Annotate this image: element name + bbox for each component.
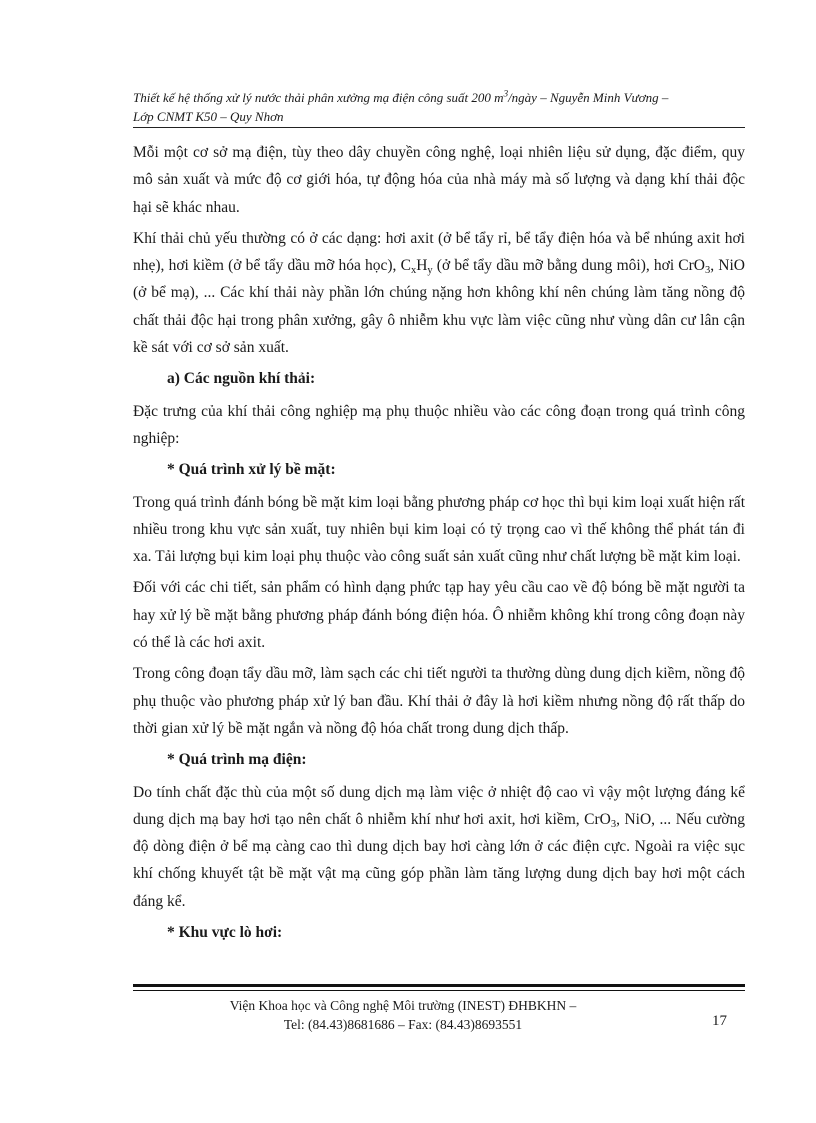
running-header [133, 88, 753, 126]
header-title-line1: Thiết kế hệ thống xử lý nước thải phân xưởng mạ điện công suất 200 $m^3$/ngày – Nguyễn Minh Vương – [133, 88, 669, 105]
running-footer [133, 996, 673, 1034]
subsection-heading: * Quá trình mạ điện: [167, 751, 307, 769]
footer-divider-thick [133, 984, 745, 987]
superscript-3: 3 [503, 88, 509, 99]
paragraph: Trong công đoạn tẩy dầu mỡ, làm sạch các chi tiết người ta thường dùng dung dịch kiềm, nồng độ phụ thuộc vào phương pháp xử lý ban đầu. Khí thải ở đây là hơi kiềm nhưng nồng độ rất thấp do thời gian xử lý bề mặt ngắn và nồng độ hóa chất trong dung dịch thấp. [133, 665, 745, 737]
footer-institute: Viện Khoa học và Công nghệ Môi trường (INEST) ĐHBKHN – [229, 998, 577, 1013]
footer-divider-thin [133, 990, 745, 991]
subsection-heading: * Khu vực lò hơi: [167, 924, 283, 942]
paragraph: Đối với các chi tiết, sản phẩm có hình dạng phức tạp hay yêu cầu cao về độ bóng bề mặt người ta hay xử lý bề mặt bằng phương pháp đánh bóng điện hóa. Ô nhiễm không khí trong công đoạn này có thể là các hơi axit. [133, 579, 745, 652]
paragraph: Khí thải chủ yếu thường có ở các dạng: hơi axit (ở bể tẩy rỉ, bể tẩy điện hóa và bể nhúng axit hơi nhẹ), hơi kiềm (ở bể tẩy dầu mỡ hóa học), $C_xH_y$ (ở bể tẩy dầu mỡ bằng dung môi), hơi CrO$_3$, NiO (ở bể mạ), ... Các khí thải này phần lớn chúng nặng hơn không khí nên chúng làm tăng nồng độ chất thải độc hại trong phân xưởng, gây ô nhiễm khu vực làm việc cũng như vùng dân cư lân cận kề sát với cơ sở sản xuất. [133, 229, 745, 357]
page-body [133, 139, 745, 951]
page-number: 17 [712, 1013, 727, 1029]
header-divider [133, 127, 745, 128]
header-title-line2: Lớp CNMT K50 – Quy Nhơn [133, 109, 284, 124]
paragraph: Mỗi một cơ sở mạ điện, tùy theo dây chuyền công nghệ, loại nhiên liệu sử dụng, đặc điểm, quy mô sản xuất và mức độ cơ giới hóa, tự động hóa của nhà máy mà số lượng và dạng khí thải độc hại sẽ khác nhau. [133, 144, 745, 216]
paragraph: Trong quá trình đánh bóng bề mặt kim loại bằng phương pháp cơ học thì bụi kim loại xuất hiện rất nhiều trong khu vực sản xuất, tuy nhiên bụi kim loại có tỷ trọng cao vì thế không thể phát tán đi xa. Tải lượng bụi kim loại phụ thuộc vào công suất sản xuất cũng như chất lượng bề mặt kim loại. [133, 493, 745, 566]
paragraph: Do tính chất đặc thù của một số dung dịch mạ làm việc ở nhiệt độ cao vì vậy một lượng đáng kể dung dịch mạ bay hơi tạo nên chất ô nhiễm khí như hơi axit, hơi kiềm, CrO$_3$, NiO, ... Nếu cường độ dòng điện ở bể mạ càng cao thì dung dịch bay hơi càng lớn ở các điện cực. Ngoài ra việc sục khí chống khuyết tật bề mặt vật mạ cũng góp phần làm tăng lượng dung dịch bay hơi một cách đáng kể. [133, 783, 745, 910]
paragraph: Đặc trưng của khí thải công nghiệp mạ phụ thuộc nhiều vào các công đoạn trong quá trình công nghiệp: [133, 402, 745, 447]
subsection-heading: * Quá trình xử lý bề mặt: [167, 461, 336, 479]
footer-contact: Tel: (84.43)8681686 – Fax: (84.43)8693551 [283, 1017, 523, 1032]
section-heading: a) Các nguồn khí thải: [167, 370, 316, 388]
